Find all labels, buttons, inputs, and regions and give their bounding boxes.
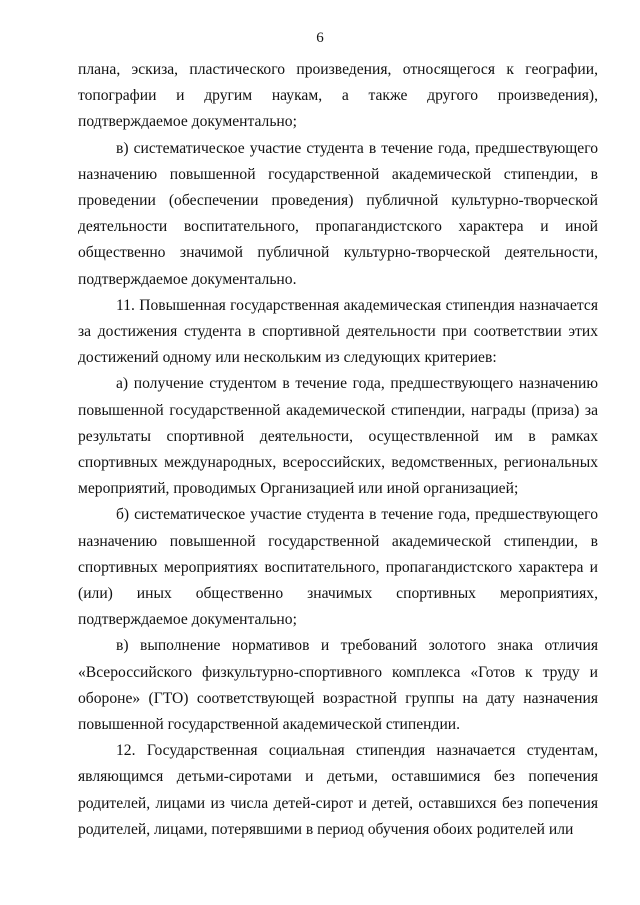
document-body	[78, 57, 598, 843]
paragraph-11-sport-scholarship: 11. Повышенная государственная академическая стипендия назначается за достижения студента в спортивной деятельности при соответствии этих достижений одному или нескольким из следующих критериев:	[78, 296, 598, 367]
paragraph-12-social-scholarship: 12. Государственная социальная стипендия назначается студентам, являющимся детьми-сиротами и детьми, оставшимися без попечения родителей, лицами из числа детей-сирот и детей, оставшихся без попечения родителей, лицами, потерявшими в период обучения обоих родителей или	[78, 742, 598, 838]
paragraph-item-b-sport-participation: б) систематическое участие студента в течение года, предшествующего назначению повышенной государственной академической стипендии, в спортивных мероприятиях воспитательного, пропагандистского характера и (или) иных общественно значимых спортивных мероприятиях, подтверждаемое документально;	[78, 506, 598, 629]
paragraph-item-a-sport-award: а) получение студентом в течение года, предшествующего назначению повышенной государственной академической стипендии, награды (приза) за результаты спортивной деятельности, осуществленной им в рамках спортивных международных, всероссийских, ведомственных, региональных мероприятий, проводимых Организацией или иной организацией;	[78, 375, 598, 498]
paragraph-item-v-gto: в) выполнение нормативов и требований золотого знака отличия «Всероссийского физкультурно-спортивного комплекса «Готов к труду и обороне» (ГТО) соответствующей возрастной группы на дату назначения повышенной государственной академической стипендии.	[78, 637, 598, 734]
paragraph-item-v-cultural: в) систематическое участие студента в течение года, предшествующего назначению повышенной государственной академической стипендии, в проведении (обеспечении проведения) публичной культурно-творческой деятельности воспитательного, пропагандистского характера и иной общественно значимой публичной культурно-творческой деятельности, подтверждаемое документально.	[78, 139, 598, 288]
page-number: 6	[316, 30, 324, 46]
paragraph-continuation: плана, эскиза, пластического произведения, относящегося к географии, топографии и другим наукам, а также другого произведения), подтверждаемое документально;	[78, 61, 598, 131]
